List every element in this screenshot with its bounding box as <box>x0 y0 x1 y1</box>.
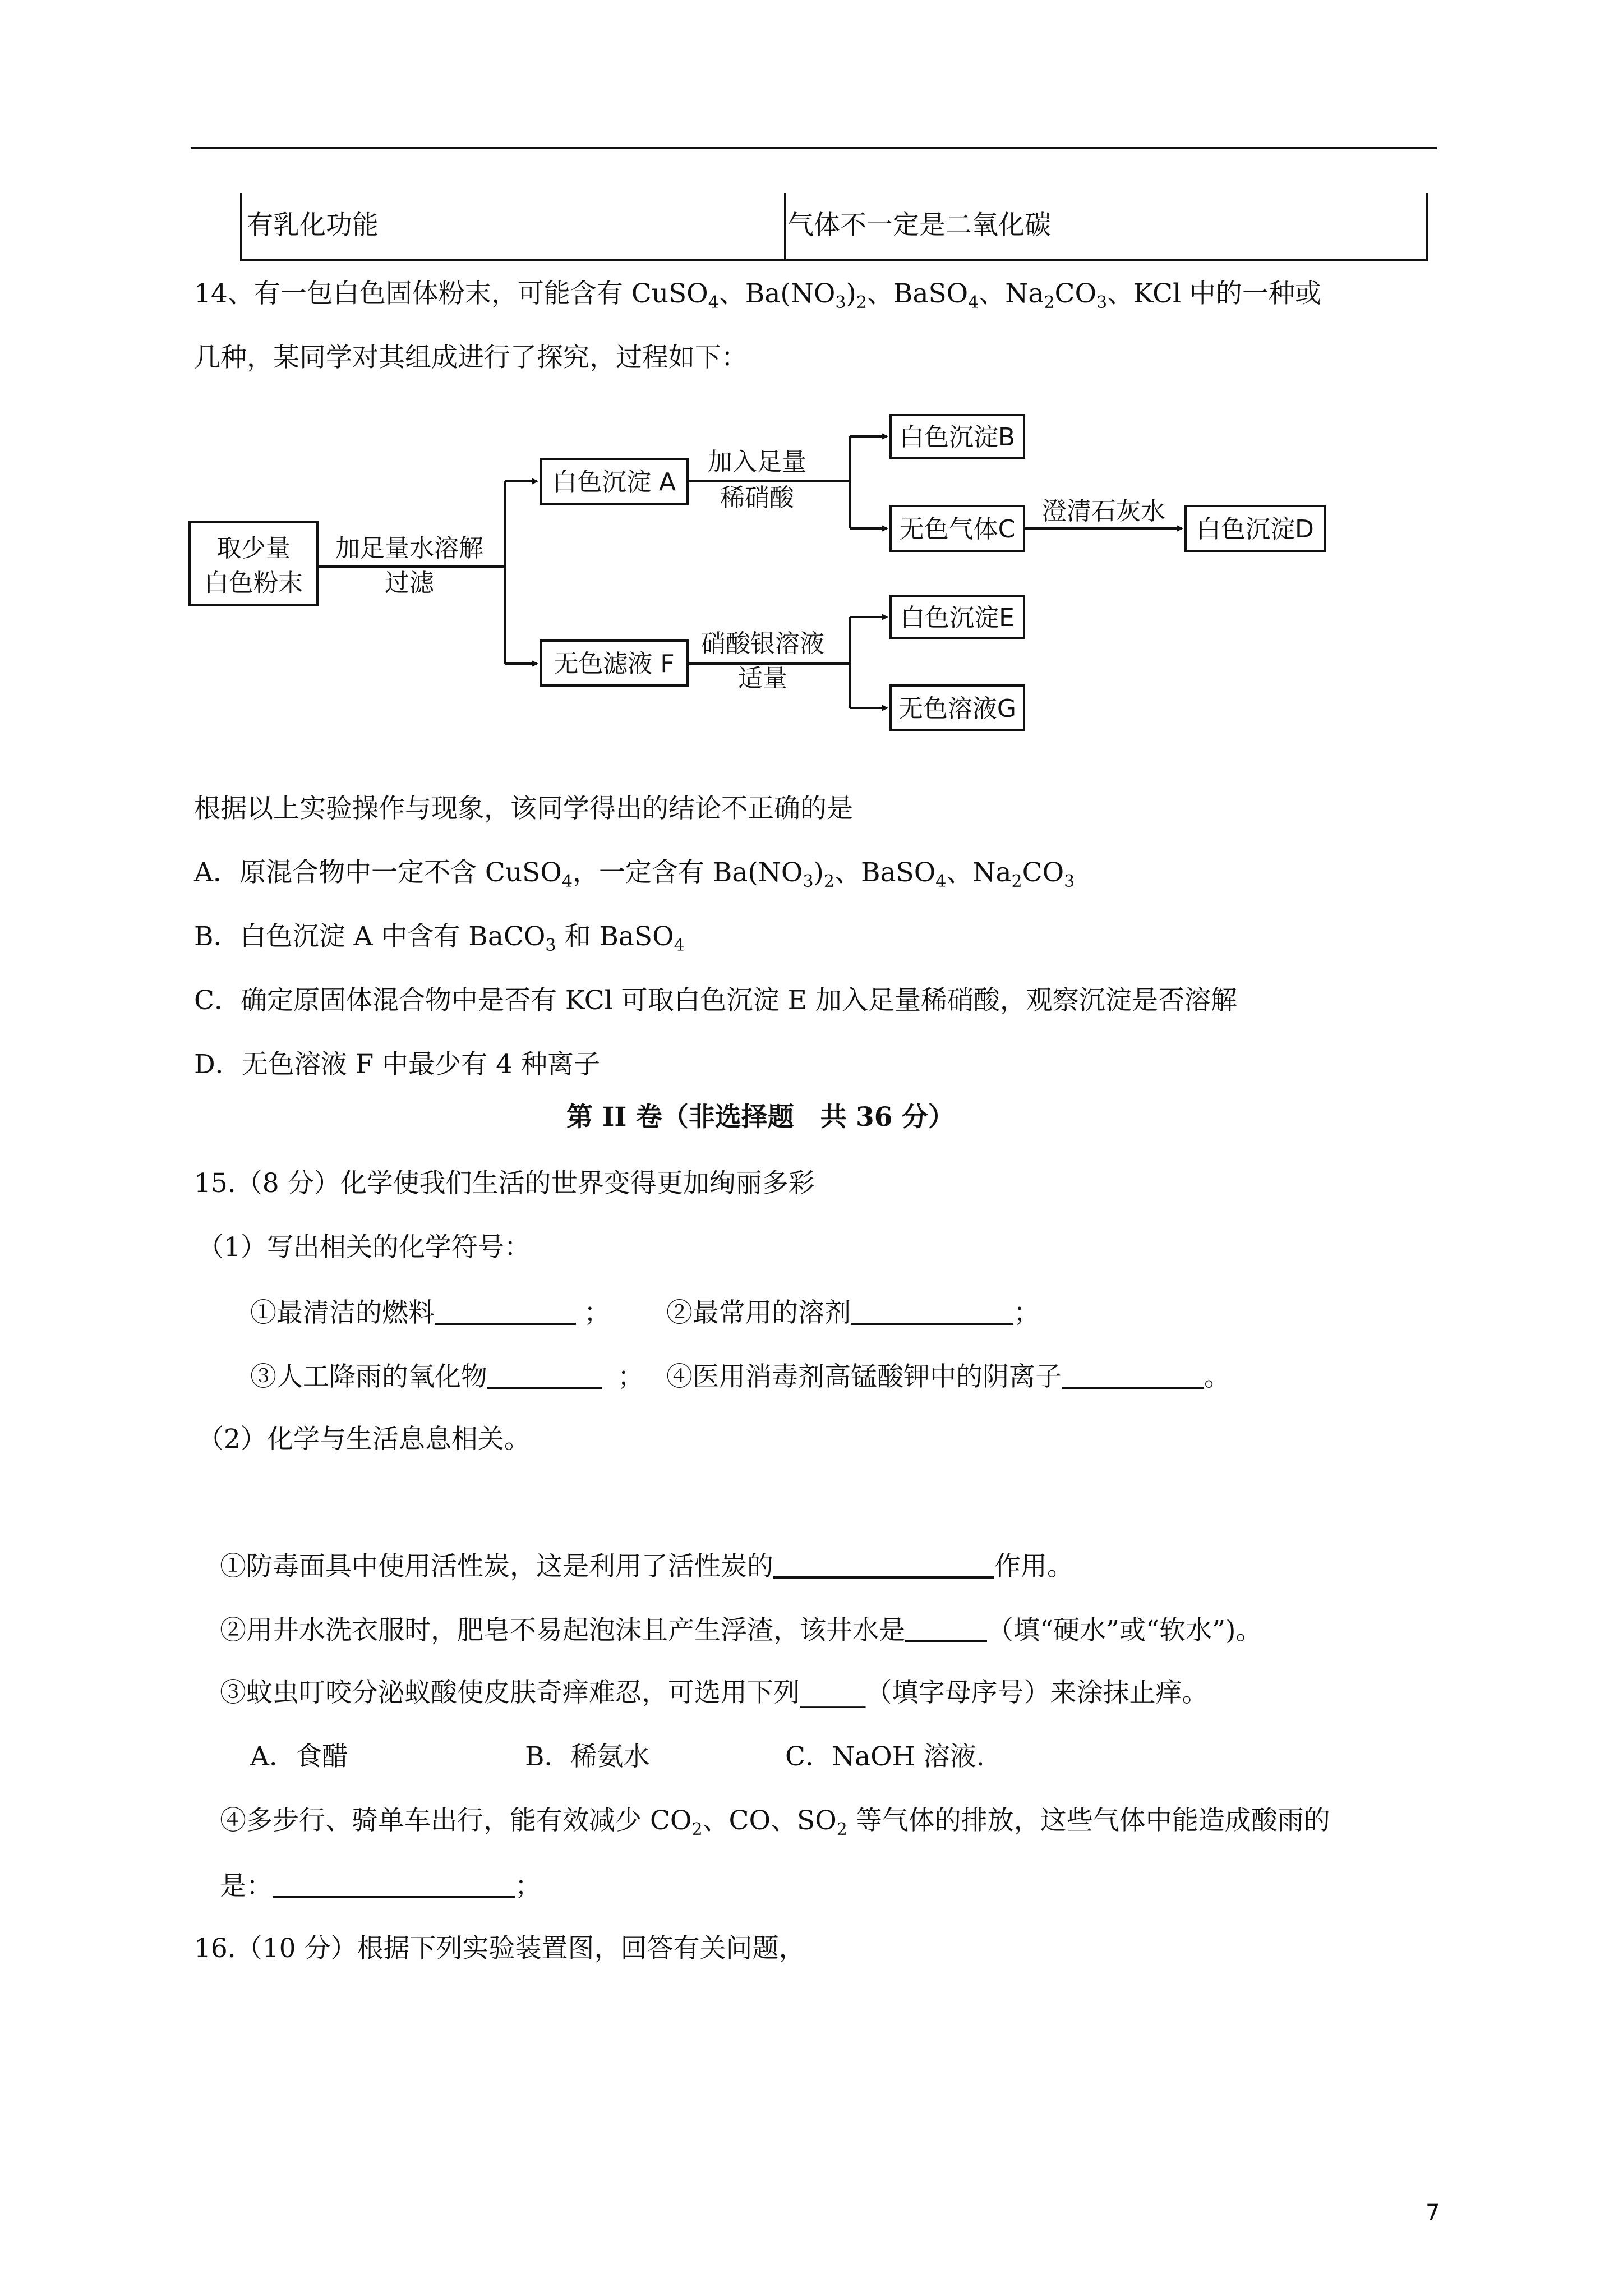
answer-blank[interactable] <box>487 1362 602 1389</box>
answer-blank[interactable] <box>435 1298 576 1325</box>
q15-item4: ④医用消毒剂高锰酸钾中的阴离子 。 <box>666 1361 1230 1392</box>
flow-box-e-label: 白色沉淀E <box>900 604 1015 632</box>
q14-option-b: B．白色沉淀 A 中含有 BaCO$_3$ 和 BaSO$_4$ <box>194 921 685 955</box>
answer-blank[interactable]: _____ <box>800 1677 866 1708</box>
flow-box-a-label: 白色沉淀 A <box>552 468 676 496</box>
page-number: 7 <box>1426 2200 1440 2226</box>
q14-option-c: C．确定原固体混合物中是否有 KCl 可取白色沉淀 E 加入足量稀硝酸，观察沉淀是否溶解 <box>194 985 1237 1016</box>
answer-blank[interactable] <box>1062 1362 1204 1389</box>
q15-part1: （1）写出相关的化学符号： <box>197 1232 531 1263</box>
answer-blank[interactable] <box>273 1871 515 1898</box>
q14-option-d: D．无色溶液 F 中最少有 4 种离子 <box>194 1049 600 1080</box>
q15-item-j4: ④多步行、骑单车出行，能有效减少 $CO_2$、CO、$SO_2$ 等气体的排放，这些气体中能造成酸雨的 <box>220 1805 1330 1839</box>
experiment-flowchart <box>185 409 1352 757</box>
q15-item-j3: ③蚊虫叮咬分泌蚁酸使皮肤奇痒难忍，可选用下列_____（填字母序号）来涂抹止痒。 <box>220 1677 1209 1708</box>
q15-item-j1: ①防毒面具中使用活性炭，这是利用了活性炭的 作用。 <box>220 1551 1073 1582</box>
q15-opt-a: A．食醋 <box>250 1741 348 1772</box>
answer-blank[interactable] <box>773 1552 994 1579</box>
table-col-divider <box>784 193 786 259</box>
answer-blank[interactable] <box>851 1298 1013 1325</box>
q14-stem-line1: 14、有一包白色固体粉末，可能含有 CuSO$_4$、$Ba(NO_3)_2$、BaSO$_4$、$Na_2CO_3$、KCl 中的一种或 <box>194 278 1321 312</box>
flow-box-f-label: 无色滤液 F <box>554 650 675 678</box>
section-header: 第 II 卷（非选择题 共 36 分） <box>566 1102 955 1133</box>
flow-step-c-label: 澄清石灰水 <box>1042 497 1165 526</box>
q15-item2: ②最常用的溶剂 ； <box>666 1297 1040 1328</box>
flow-start-line2: 白色粉末 <box>204 569 303 597</box>
q16-title: 16.（10 分）根据下列实验装置图，回答有关问题， <box>194 1933 805 1964</box>
q14-stem-line2: 几种，某同学对其组成进行了探究，过程如下： <box>194 342 748 373</box>
flow-step-f-line2: 适量 <box>738 664 787 693</box>
q15-item-j2: ②用井水洗衣服时，肥皂不易起泡沫且产生浮渣，该井水是 （填“硬水”或“软水”)。 <box>220 1615 1262 1646</box>
flow-step-f-line1: 硝酸银溶液 <box>701 629 824 658</box>
flow-box-d-label: 白色沉淀D <box>1196 515 1314 544</box>
flow-start-line1: 取少量 <box>216 534 291 563</box>
q15-opt-c: C．NaOH 溶液. <box>785 1741 985 1772</box>
q15-opt-b: B．稀氨水 <box>525 1741 650 1772</box>
flow-box-b-label: 白色沉淀B <box>899 423 1016 452</box>
q15-title: 15.（8 分）化学使我们生活的世界变得更加绚丽多彩 <box>194 1168 815 1199</box>
table-cell-right: 气体不一定是二氧化碳 <box>787 210 1051 241</box>
flow-step-a-line2: 稀硝酸 <box>720 484 794 512</box>
flow-step-a-line1: 加入足量 <box>708 448 806 476</box>
flow-step1-line1: 加足量水溶解 <box>335 534 483 563</box>
q15-item1: ①最清洁的燃料 ； <box>250 1297 610 1328</box>
flow-step1-line2: 过滤 <box>385 569 434 597</box>
table-cell-left: 有乳化功能 <box>247 210 379 241</box>
q15-part2: （2）化学与生活息息相关。 <box>197 1424 531 1455</box>
flow-box-g-label: 无色溶液G <box>898 694 1017 723</box>
answer-blank[interactable] <box>905 1616 987 1642</box>
q15-item-j4-cont: 是： ； <box>220 1871 541 1902</box>
q14-question: 根据以上实验操作与现象，该同学得出的结论不正确的是 <box>194 793 853 824</box>
q14-option-a: A．原混合物中一定不含 CuSO$_4$，一定含有 $Ba(NO_3)_2$、BaSO$_4$、$Na_2CO_3$ <box>194 857 1075 891</box>
flow-box-c-label: 无色气体C <box>899 515 1016 544</box>
q15-item3: ③人工降雨的氧化物 ； <box>250 1361 644 1392</box>
header-rule <box>191 147 1437 149</box>
